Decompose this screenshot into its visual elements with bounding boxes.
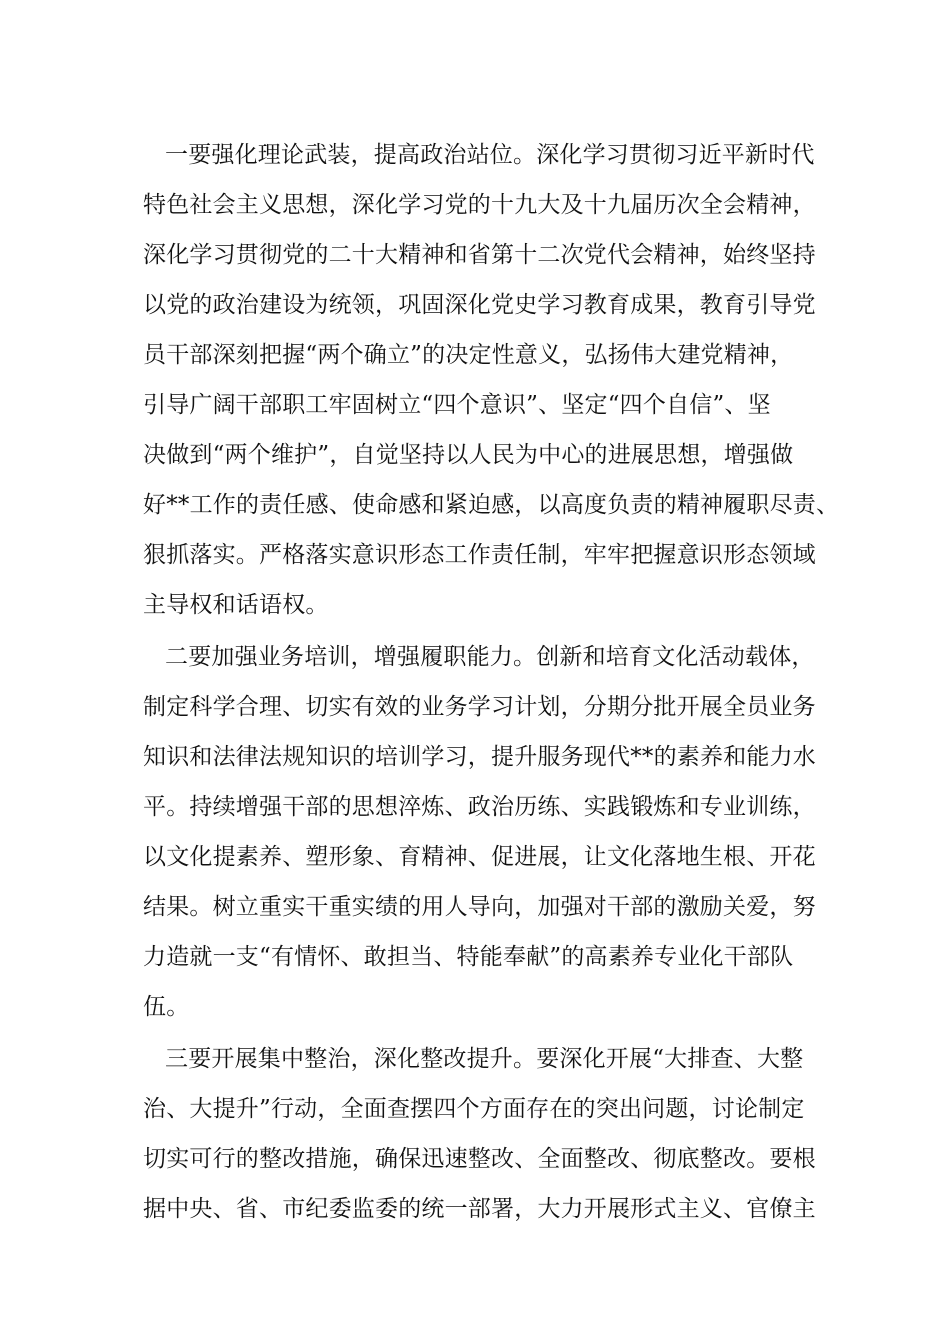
text-line: 伍。 [143,994,190,1020]
text-line: 决做到“两个维护”，自觉坚持以人民为中心的进展思想，增强做 [143,442,794,468]
paragraph-business-training [143,632,843,1032]
text-line: 知识和法律法规知识的培训学习，提升服务现代**的素养和能力水 [143,744,816,770]
text-line: 狠抓落实。严格落实意识形态工作责任制，牢牢把握意识形态领域 [143,542,816,568]
text-line: 深化学习贯彻党的二十大精神和省第十二次党代会精神，始终坚持 [143,242,816,268]
text-line: 好**工作的责任感、使命感和紧迫感，以高度负责的精神履职尽责、 [143,492,840,518]
text-line: 二要加强业务培训，增强履职能力。创新和培育文化活动载体， [165,644,815,670]
text-line: 员干部深刻把握“两个确立”的决定性意义，弘扬伟大建党精神， [143,342,794,368]
document-body [143,130,843,1236]
text-line: 力造就一支“有情怀、敢担当、特能奉献”的高素养专业化干部队 [143,944,794,970]
text-line: 以文化提素养、塑形象、育精神、促进展，让文化落地生根、开花 [143,844,816,870]
text-line: 以党的政治建设为统领，巩固深化党史学习教育成果，教育引导党 [143,292,816,318]
text-line: 三要开展集中整治，深化整改提升。要深化开展“大排查、大整 [165,1046,804,1072]
text-line: 引导广阔干部职工牢固树立“四个意识”、坚定“四个自信”、坚 [143,392,771,418]
text-line: 治、大提升”行动，全面查摆四个方面存在的突出问题，讨论制定 [143,1096,805,1122]
text-line: 主导权和话语权。 [143,592,329,618]
paragraph-centralized-rectification [143,1034,843,1234]
text-line: 制定科学合理、切实有效的业务学习计划，分期分批开展全员业务 [143,694,816,720]
text-line: 据中央、省、市纪委监委的统一部署，大力开展形式主义、官僚主 [143,1196,816,1222]
text-line: 特色社会主义思想，深化学习党的十九大及十九届历次全会精神， [143,192,816,218]
text-line: 平。持续增强干部的思想淬炼、政治历练、实践锻炼和专业训练， [143,794,816,820]
text-line: 一要强化理论武装，提高政治站位。深化学习贯彻习近平新时代 [165,142,815,168]
text-line: 结果。树立重实干重实绩的用人导向，加强对干部的激励关爱，努 [143,894,816,920]
text-line: 切实可行的整改措施，确保迅速整改、全面整改、彻底整改。要根 [143,1146,816,1172]
paragraph-strengthen-theory [143,130,843,630]
